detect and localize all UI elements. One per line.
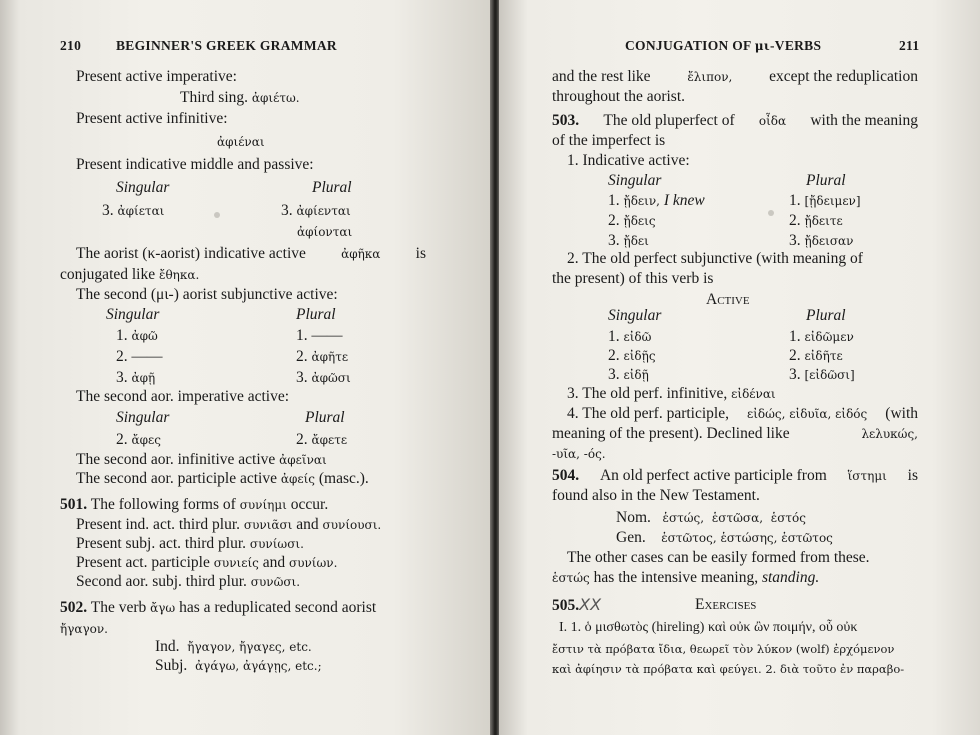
paradigm-cell: 2. εἰδῆτε <box>789 347 843 364</box>
column-heading-singular: Singular <box>106 306 160 323</box>
text-line: 4. The old perf. participle, εἰδώς, εἰδυῖα, εἰδός (with <box>567 405 918 422</box>
text-line: The other cases can be easily formed from these. <box>567 549 870 566</box>
section-505: 505.XX <box>552 595 602 614</box>
paradigm-cell: Nom. ἑστώς, ἑστῶσα, ἑστός <box>616 509 806 526</box>
text-line: Present indicative middle and passive: <box>76 156 314 173</box>
text-line: throughout the aorist. <box>552 88 686 105</box>
right-page-number: 211 <box>899 38 920 53</box>
exercise-line: ἔστιν τὰ πρόβατα ἴδια, θεωρεῖ τὸν λύκον (wolf) ἐρχόμενον <box>552 642 895 656</box>
paradigm-cell: 2. ἄφετε <box>296 431 348 448</box>
active-heading: Active <box>706 291 750 308</box>
text-line: The second aor. participle active ἀφείς (masc.). <box>76 470 369 487</box>
text-line: 1. Indicative active: <box>567 152 690 169</box>
text-line: Third sing. ἀφιέτω. <box>180 89 300 106</box>
text-line: of the imperfect is <box>552 132 666 149</box>
text-line: Present active imperative: <box>76 68 237 85</box>
paradigm-cell: 1. [ᾔδειμεν] <box>789 192 861 209</box>
greek-form: ἀφιέναι <box>217 135 265 149</box>
paradigm-cell: 2. ᾔδειτε <box>789 212 843 229</box>
ink-smudge <box>214 212 220 218</box>
section-504: 504. An old perfect active participle from ἵστημι is <box>552 467 918 484</box>
text-line: The second aor. infinitive active ἀφεῖναι <box>76 451 327 468</box>
text-line: The aorist (κ-aorist) indicative active ἀφῆκα is <box>76 245 426 262</box>
left-page-number: 210 <box>60 38 82 53</box>
paradigm-cell: 1. —— <box>296 327 343 344</box>
text-line: Present active infinitive: <box>76 110 228 127</box>
exercises-heading: Exercises <box>695 596 757 613</box>
paradigm-cell: 3. ἀφῇ <box>116 369 156 386</box>
paradigm-cell: 3. ἀφῶσι <box>296 369 351 386</box>
text-line: Ind. ἤγαγον, ἤγαγες, etc. <box>155 638 312 655</box>
column-heading-plural: Plural <box>806 307 846 324</box>
paradigm-cell: 3. ᾔδει <box>608 232 649 249</box>
right-page <box>499 0 980 735</box>
section-502: 502. The verb ἄγω has a reduplicated second aorist <box>60 599 377 616</box>
paradigm-cell: 2. εἰδῇς <box>608 347 656 364</box>
column-heading-plural: Plural <box>296 306 336 323</box>
paradigm-cell: 3. ἀφίενται <box>281 202 351 219</box>
right-running-head: CONJUGATION OF μι-VERBS <box>625 38 822 53</box>
text-line: Present subj. act. third plur. συνίωσι. <box>76 535 304 552</box>
text-line: Second aor. subj. third plur. συνῶσι. <box>76 573 301 590</box>
ink-smudge <box>768 210 774 216</box>
text-line: ἑστώς has the intensive meaning, standing. <box>552 569 820 586</box>
column-heading-plural: Plural <box>305 409 345 426</box>
paradigm-cell: 1. ᾔδειν, I knew <box>608 192 705 209</box>
paradigm-cell: 3. [εἰδῶσι] <box>789 366 855 383</box>
text-line: The second aor. imperative active: <box>76 388 290 405</box>
left-running-head: BEGINNER'S GREEK GRAMMAR <box>116 38 337 53</box>
text-line: the present) of this verb is <box>552 270 714 287</box>
column-heading-singular: Singular <box>116 179 170 196</box>
paradigm-cell: ἀφίονται <box>297 225 353 239</box>
column-heading-singular: Singular <box>116 409 170 426</box>
paradigm-cell: 1. ἀφῶ <box>116 327 158 344</box>
paradigm-cell: 2. ᾔδεις <box>608 212 656 229</box>
text-line: Present act. participle συνιείς and συνίων. <box>76 554 338 571</box>
paradigm-cell: 3. ἀφίεται <box>102 202 165 219</box>
text-line: The second (μι-) aorist subjunctive active: <box>76 286 338 303</box>
exercise-line: καὶ ἀφίησιν τὰ πρόβατα καὶ φεύγει. 2. διὰ τοῦτο ἐν παραβο- <box>552 662 905 676</box>
section-503: 503. The old pluperfect of οἶδα with the meaning <box>552 112 918 129</box>
text-line: found also in the New Testament. <box>552 487 760 504</box>
paradigm-cell: 2. —— <box>116 348 163 365</box>
paradigm-cell: 3. ᾔδεισαν <box>789 232 854 249</box>
paradigm-cell: Gen. ἑστῶτος, ἑστώσης, ἑστῶτος <box>616 529 833 546</box>
column-heading-plural: Plural <box>312 179 352 196</box>
section-501: 501. The following forms of συνίημι occur. <box>60 496 329 513</box>
text-line: and the rest like ἔλιπον, except the reduplication <box>552 68 918 85</box>
text-line: meaning of the present). Declined like λελυκώς, <box>552 425 918 442</box>
paradigm-cell: 1. εἰδῶ <box>608 328 652 345</box>
text-line: 2. The old perfect subjunctive (with meaning of <box>567 250 863 267</box>
paradigm-cell: 3. εἰδῇ <box>608 366 649 383</box>
paradigm-cell: 1. εἰδῶμεν <box>789 328 854 345</box>
handwritten-mark: XX <box>579 595 602 614</box>
column-heading-plural: Plural <box>806 172 846 189</box>
text-line: conjugated like ἔθηκα. <box>60 266 200 283</box>
text-line: Subj. ἀγάγω, ἀγάγῃς, etc.; <box>155 657 322 674</box>
greek-form: -υῖα, -ός. <box>552 447 606 461</box>
column-heading-singular: Singular <box>608 307 662 324</box>
text-line: 3. The old perf. infinitive, εἰδέναι <box>567 385 776 402</box>
paradigm-cell: 2. ἀφῆτε <box>296 348 349 365</box>
paradigm-cell: 2. ἄφες <box>116 431 161 448</box>
greek-form: ἤγαγον. <box>60 622 108 636</box>
exercise-line: I. 1. ὁ μισθωτὸς (hireling) καὶ οὐκ ὢν ποιμήν, οὗ οὐκ <box>559 620 858 635</box>
text-line: Present ind. act. third plur. συνιᾶσι and συνίουσι. <box>76 516 382 533</box>
column-heading-singular: Singular <box>608 172 662 189</box>
